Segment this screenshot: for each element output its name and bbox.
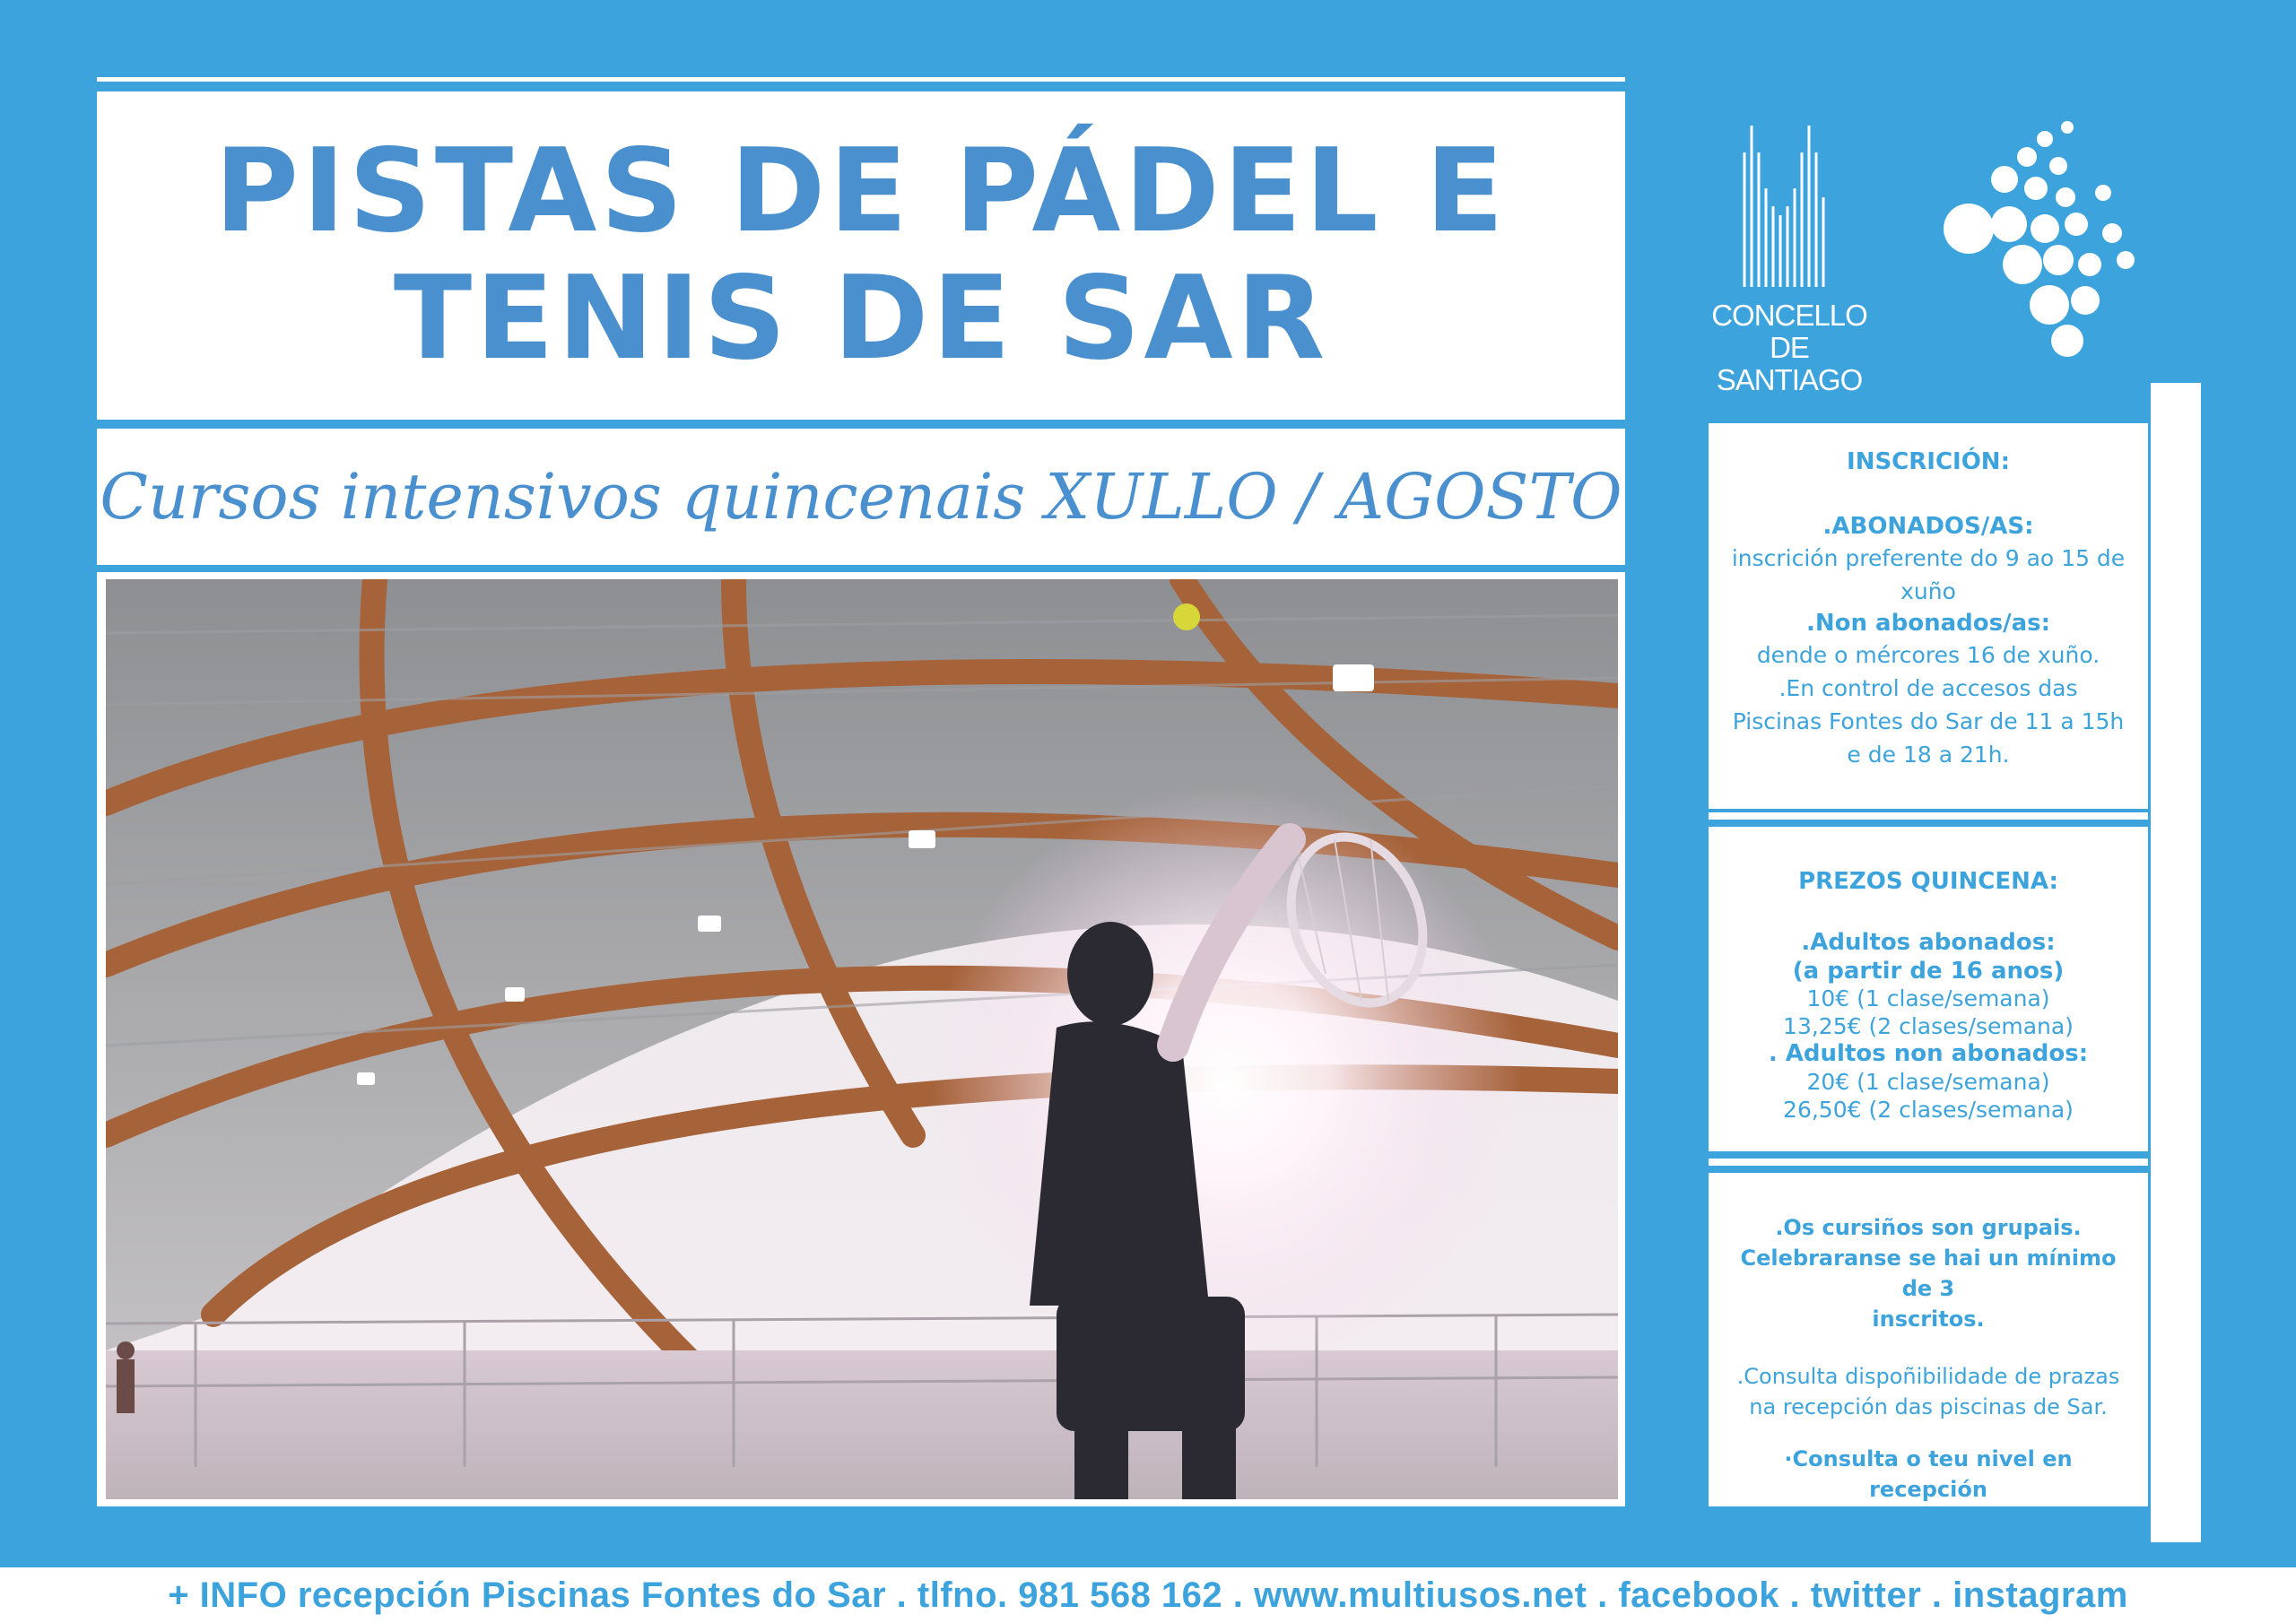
concello-logo: [1709, 117, 1870, 396]
adultos-abonados-age: (a partir de 16 anos): [1792, 958, 2065, 985]
adultos-abonados-label: .Adultos abonados:: [1801, 929, 2056, 956]
nivel-text-2: ou ao teu monitor.: [1816, 1507, 2040, 1532]
footer-bar: [0, 1567, 2296, 1623]
grupos-text-2: Celebraranse se hai un mínimo de 3: [1740, 1245, 2117, 1301]
footer-info: + INFO recepción Piscinas Fontes do Sar . tlfno. 981 568 162 . www.multiusos.net . facebook . twitter . instagram: [168, 1575, 2128, 1615]
grupos-text-3: inscritos.: [1872, 1306, 1985, 1332]
subtitle: Cursos intensivos quincenais XULLO / AGOSTO: [100, 460, 1622, 534]
non-abonados-text: dende o mércores 16 de xuño.: [1756, 642, 2100, 668]
panel-2-divider: [1709, 1159, 2148, 1166]
abonados-text-2: xuño: [1900, 578, 1956, 604]
adultos-non-abonados-label: . Adultos non abonados:: [1768, 1040, 2089, 1067]
abonados-text-1: inscrición preferente do 9 ao 15 de: [1731, 545, 2126, 571]
panel-inscricion: [1709, 423, 2148, 809]
dots-logo: [1924, 117, 2139, 359]
top-divider: [97, 77, 1625, 82]
cathedral-icon: [1709, 117, 1870, 287]
panel-notes: [1709, 1173, 2148, 1532]
price-2: 13,25€ (2 clases/semana): [1783, 1013, 2074, 1039]
title-box: [97, 91, 1625, 420]
dots-logo-icon: [1924, 117, 2139, 359]
page-title-line-2: TENIS DE SAR: [393, 252, 1329, 386]
inscricion-heading: INSCRICIÓN:: [1847, 448, 2010, 475]
prazas-text-2: na recepción das piscinas de Sar.: [1749, 1394, 2108, 1419]
price-1: 10€ (1 clase/semana): [1806, 985, 2050, 1011]
price-4: 26,50€ (2 clases/semana): [1783, 1097, 2074, 1123]
nivel-text-1: ·Consulta o teu nivel en recepción: [1784, 1446, 2073, 1502]
control-text-1: .En control de accesos das: [1779, 675, 2078, 701]
non-abonados-label: .Non abonados/as:: [1806, 610, 2050, 637]
prezos-heading: PREZOS QUINCENA:: [1798, 868, 2058, 895]
tennis-photo: [106, 579, 1618, 1499]
control-text-3: e de 18 a 21h.: [1847, 742, 2010, 768]
right-accent-bar: [2151, 383, 2201, 1542]
grupos-text-1: .Os cursiños son grupais.: [1775, 1215, 2082, 1240]
panel-1-divider: [1709, 812, 2148, 820]
abonados-label: .ABONADOS/AS:: [1822, 513, 2034, 540]
prazas-text-1: .Consulta dispoñibilidade de prazas: [1736, 1364, 2120, 1389]
concello-line-1: CONCELLO DE: [1711, 299, 1867, 364]
panel-prezos: [1709, 827, 2148, 1151]
subtitle-box: [97, 429, 1625, 565]
price-3: 20€ (1 clase/semana): [1806, 1069, 2050, 1095]
concello-line-2: SANTIAGO: [1716, 363, 1863, 396]
page-title-line-1: PISTAS DE PÁDEL E: [214, 125, 1508, 258]
control-text-2: Piscinas Fontes do Sar de 11 a 15h: [1732, 708, 2125, 734]
